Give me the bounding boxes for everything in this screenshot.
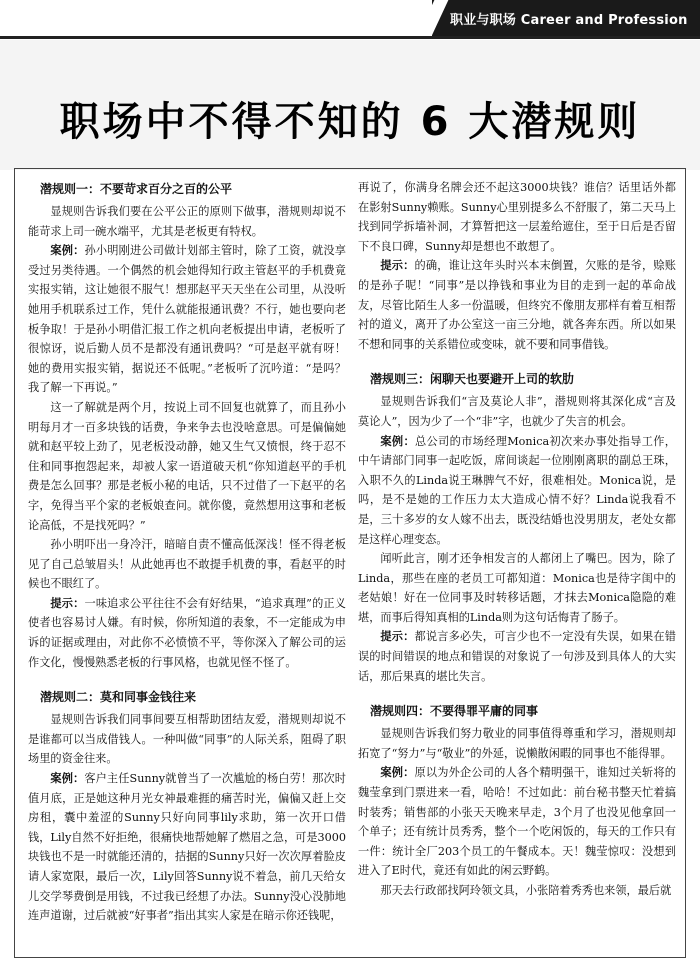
- section-tab: [432, 0, 700, 36]
- paragraph: [28, 241, 346, 398]
- paragraph: [358, 549, 676, 627]
- paragraph: [28, 769, 346, 926]
- paragraph-lead: 提示：: [380, 630, 415, 644]
- paragraph-lead: 案例：: [380, 766, 415, 780]
- paragraph-text: 的确，谁让这年头时兴本末倒置，欠账的是爷，赊账的是孙子呢！“同事”是以挣钱和事业为目的走到一起的革命战友，尽管比陌生人多一份温暖，但终究不像朋友那样有着互相帮衬的道义，离开了办公室这一亩三分地，就各奔东西。所以如果不想和同事的关系错位或变味，就不要和同事借钱。: [358, 259, 676, 351]
- paragraph-text: 总公司的市场经理Monica初次来办事处指导工作，中午请部门同事一起吃饭，席间谈起一位刚刚离职的副总王珠，入职不久的Linda说王琳脾气不好，很难相处。Monica说，是吗，是不是她的工作压力太大造成心情不好？Linda说我看不是，三十多岁的女人嫁不出去，既没结婚也没男朋友，老处女都是这样心理变态。: [358, 434, 676, 546]
- paragraph-text: 这一了解就是两个月，按说上司不回复也就算了，而且孙小明每月才一百多块钱的话费，争来争去也没啥意思。可是偏偏她就和赵平较上劲了，见老板没动静，她又生气又愤恨，终于忍不住和同事抱怨起来，却被人家一语道破天机“你知道赵平的手机费是怎么回事？那是老板小秘的电话，只不过借了一下赵平的名字，免得当平个家的老板娘查问。就你傻，竟然想用这事和老板论高低，不是找死吗？”: [28, 400, 346, 532]
- paragraph-text: 显规则告诉我们“言及莫论人非”，潜规则将其深化成“言及莫论人”，因为少了一个“非”字，也就少了失言的机会。: [358, 395, 676, 428]
- paragraph: [358, 432, 676, 550]
- paragraph-lead: 提示：: [380, 259, 415, 273]
- paragraph-text: 孙小明吓出一身冷汗，暗暗自责不懂高低深浅！怪不得老板见了自己总皱眉头！从此她再也不敢提手机费的事，看赵平的时候也不眼红了。: [28, 538, 346, 591]
- paragraph-text: 一味追求公平往往不会有好结果，“追求真理”的正义使者也容易讨人嫌。有时候，你所知道的表象，不一定能成为申诉的证据或理由，对此你不必愤愤不平，等你深入了解公司的运作文化，慢慢熟悉老板的行事风格，也就见怪不怪了。: [28, 596, 346, 669]
- section-heading: 潜规则三：闲聊天也要避开上司的软肋: [370, 372, 575, 387]
- header-bar: [0, 0, 700, 39]
- paragraph: [358, 392, 676, 431]
- paragraph: [358, 881, 676, 901]
- paragraph: [358, 178, 676, 256]
- right-column: [358, 178, 676, 958]
- paragraph-text: 显规则告诉我们同事间要互相帮助团结友爱，潜规则却说不是谁都可以当成借钱人。一种叫做“同事”的人际关系，阻碍了职场里的资金往来。: [28, 713, 346, 766]
- paragraph-lead: 案例：: [50, 244, 85, 258]
- paragraph-text: 客户主任Sunny就曾当了一次尴尬的杨白劳！那次时值月底，正是她这种月光女神最难捱的痛苦时光，偏偏又赶上交房租，囊中羞涩的Sunny只好向同事lily求助，第一次开口借钱，Lily自然不好拒绝，很痛快地帮她解了燃眉之急，可是3000块钱也不是一时就能还清的，拮据的Sunny只好一次次厚着脸皮请人家宽限，最后一次，Lily回答Sunny说不着急，前几天给女儿交学琴费倒是用钱，不过我已经想了办法。Sunny没心没肺地连声道谢，过后就被“好事者”指出其实人家是在暗示你还钱呢，: [28, 772, 346, 923]
- article-title: 职场中不得不知的 6 大潜规则: [59, 99, 641, 145]
- left-column: [28, 178, 346, 958]
- paragraph: [358, 627, 676, 686]
- paragraph-lead: 提示：: [50, 596, 85, 610]
- section-spacer: [358, 686, 676, 700]
- paragraph-text: 闻听此言，刚才还争相发言的人都闭上了嘴巴。因为，除了Linda，那些在座的老员工可都知道：Monica也是待字闺中的老姑娘！好在一位同事及时转移话题，才抹去Monica隐隐的难堪，而事后得知真相的Linda则为这句话悔青了肠子。: [358, 552, 676, 624]
- section-heading: 潜规则四：不要得罪平庸的同事: [370, 704, 539, 719]
- paragraph: [28, 535, 346, 594]
- paragraph-text: 显规则告诉我们努力敬业的同事值得尊重和学习，潜规则却拓宽了“努力”与“敬业”的外延，说懒散闲暇的同事也不能得罪。: [358, 727, 676, 760]
- paragraph-lead: 案例：: [50, 772, 85, 786]
- tab-slash-decoration: [418, 0, 449, 36]
- paragraph-text: 那天去行政部找阿玲领文具，小张陪着秀秀也来领，最后就: [380, 884, 672, 897]
- paragraph: [358, 724, 676, 763]
- paragraph: [358, 256, 676, 354]
- paragraph-text: 孙小明刚进公司做计划部主管时，除了工资，就没享受过另类待遇。一个偶然的机会她得知行政主管赵平的手机费竟实报实销，这让她很不服气！想那赵平天天坐在公司里，从没听她用手机联系过工作，凭什么就能报通讯费？不行，她也要向老板争取！于是孙小明借汇报工作之机向老板提出申请，老板听了很惊讶，说后勤人员不是都没有通讯费吗？“可是赵平就有呀！她的费用实报实销，据说还不低呢。”老板听了沉吟道：“是吗？我了解一下再说。”: [28, 244, 346, 395]
- paragraph-text: 显规则告诉我们要在公平公正的原则下做事，潜规则却说不能苛求上司一碗水端平，尤其是老板更有特权。: [28, 205, 346, 238]
- section-heading: 潜规则二：莫和同事金钱往来: [40, 690, 197, 705]
- paragraph-lead: 案例：: [380, 434, 415, 448]
- section-label: 职业与职场 Career and Profession: [450, 12, 688, 28]
- paragraph: [28, 398, 346, 535]
- paragraph: [358, 763, 676, 881]
- paragraph: [28, 202, 346, 241]
- section-heading: 潜规则一：不要苛求百分之百的公平: [40, 182, 233, 196]
- section-spacer: [358, 354, 676, 368]
- paragraph: [28, 594, 346, 672]
- section-spacer: [28, 672, 346, 686]
- paragraph-text: 原以为外企公司的人各个精明强干，谁知过关斩将的魏莹拿到门票进来一看，哈哈！不过如此：前台秘书整天忙着搞时装秀；销售部的小张天天晚来早走，3个月了也没见他拿回一个单子；还有统计员秀秀，整个一个吃闲饭的，每天的工作只有一件：统计全厂203个员工的午餐成本。天！魏莹惊叹：没想到进入了E时代，竟还有如此的闲云野鹤。: [358, 766, 676, 878]
- paragraph: [28, 710, 346, 769]
- paragraph-text: 都说言多必失，可言少也不一定没有失误，如果在错误的时间错误的地点和错误的对象说了一句涉及到具体人的大实话，那后果真的堪比失言。: [358, 630, 676, 683]
- paragraph-text: 再说了，你满身名牌会还不起这3000块钱？谁信？话里话外都在影射Sunny赖账。Sunny心里别提多么不舒服了，第二天马上找到同学拆墙补洞，才算暂把这一层羞给遮住，至于日后是否留下不良口碑，Sunny却是想也不敢想了。: [358, 181, 676, 253]
